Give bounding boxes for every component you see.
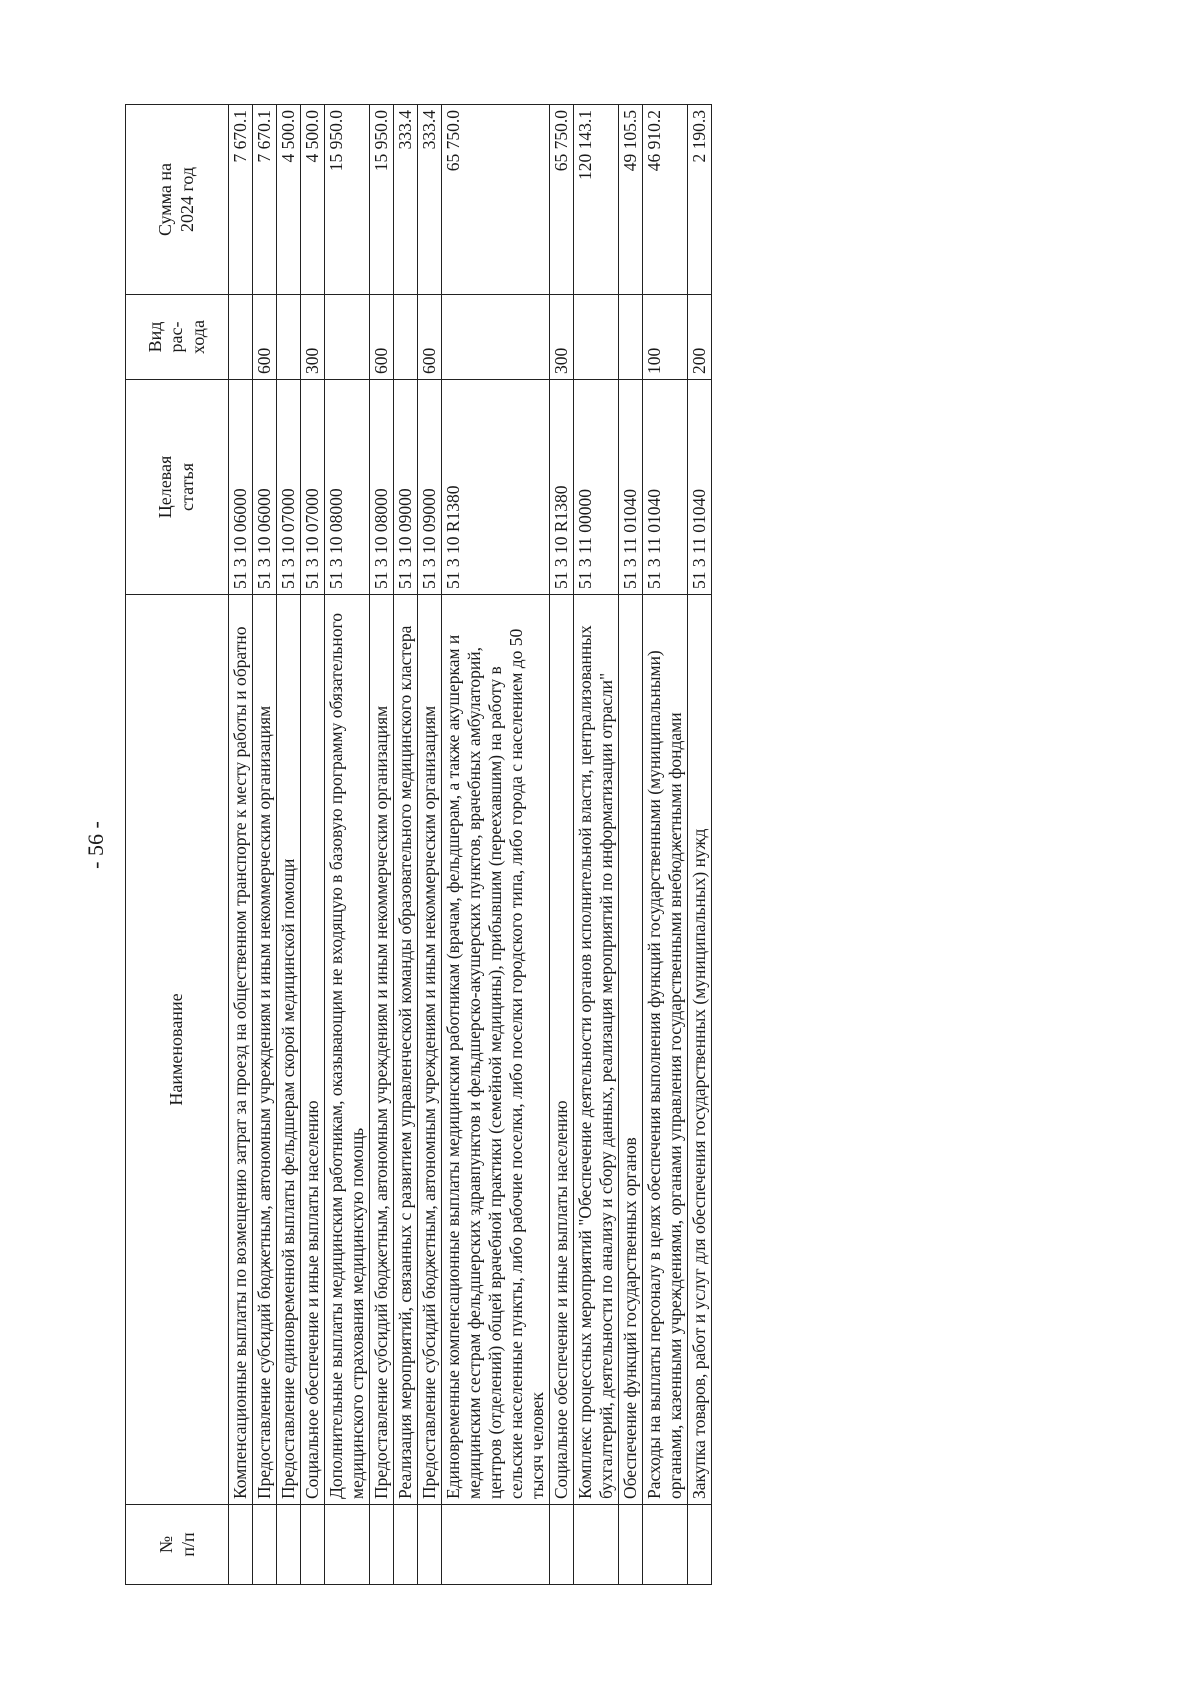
row-kind: 300 <box>550 295 574 380</box>
row-number <box>442 1505 550 1585</box>
row-number <box>229 1505 253 1585</box>
header-name: Наименование <box>126 595 229 1505</box>
row-name: Предоставление субсидий бюджетным, автономным учреждениям и иным некоммерческим организациям <box>253 595 277 1505</box>
page-number: - 56 - <box>83 821 108 869</box>
row-kind: 100 <box>643 295 688 380</box>
row-code: 51 3 10 08000 <box>325 380 370 595</box>
row-name: Предоставление субсидий бюджетным, автономным учреждениям и иным некоммерческим организациям <box>418 595 442 1505</box>
row-code: 51 3 10 R1380 <box>550 380 574 595</box>
table-row <box>394 105 418 1585</box>
row-kind <box>442 295 550 380</box>
row-number <box>574 1505 619 1585</box>
row-amount: 46 910.2 <box>643 105 688 295</box>
row-kind <box>574 295 619 380</box>
budget-table <box>125 104 712 1585</box>
row-amount: 15 950.0 <box>325 105 370 295</box>
header-number-line: № <box>155 1535 176 1554</box>
table-row <box>550 105 574 1585</box>
row-code: 51 3 10 R1380 <box>442 380 550 595</box>
row-amount: 7 670.1 <box>229 105 253 295</box>
row-code: 51 3 10 06000 <box>253 380 277 595</box>
row-name: Комплекс процессных мероприятий "Обеспечение деятельности органов исполнительной власти, централизованных бухгалтерий, деятельности по анализу и сбору данных, реализация мероприятий по информатизации отрасли" <box>574 595 619 1505</box>
row-amount: 65 750.0 <box>442 105 550 295</box>
header-code <box>126 380 229 595</box>
table-row <box>442 105 550 1585</box>
table-row <box>253 105 277 1585</box>
table-header-row <box>126 105 229 1585</box>
row-number <box>688 1505 712 1585</box>
row-name: Закупка товаров, работ и услуг для обеспечения государственных (муниципальных) нужд <box>688 595 712 1505</box>
row-amount: 7 670.1 <box>253 105 277 295</box>
row-name: Обеспечение функций государственных органов <box>619 595 643 1505</box>
row-kind <box>394 295 418 380</box>
row-code: 51 3 10 07000 <box>277 380 301 595</box>
row-amount: 333.4 <box>394 105 418 295</box>
row-amount: 4 500.0 <box>301 105 325 295</box>
row-name: Социальное обеспечение и иные выплаты населению <box>301 595 325 1505</box>
row-kind <box>277 295 301 380</box>
row-number <box>643 1505 688 1585</box>
row-number <box>301 1505 325 1585</box>
row-amount: 49 105.5 <box>619 105 643 295</box>
header-amount <box>126 105 229 295</box>
row-code: 51 3 10 07000 <box>301 380 325 595</box>
header-number-line: п/п <box>178 1532 198 1557</box>
header-amount-line: Сумма на <box>155 162 176 237</box>
row-number <box>418 1505 442 1585</box>
rotated-page <box>83 105 1115 1585</box>
row-name: Предоставление единовременной выплаты фельдшерам скорой медицинской помощи <box>277 595 301 1505</box>
row-amount: 2 190.3 <box>688 105 712 295</box>
table-row <box>688 105 712 1585</box>
header-amount-line: 2024 год <box>177 166 197 233</box>
row-number <box>253 1505 277 1585</box>
row-amount: 333.4 <box>418 105 442 295</box>
header-kind-line: хода <box>187 320 208 354</box>
row-kind <box>619 295 643 380</box>
row-name: Компенсационные выплаты по возмещению затрат за проезд на общественном транспорте к месту работы и обратно <box>229 595 253 1505</box>
header-code-line: Целевая <box>155 455 176 519</box>
row-code: 51 3 10 08000 <box>370 380 394 595</box>
row-kind <box>229 295 253 380</box>
row-number <box>277 1505 301 1585</box>
row-code: 51 3 11 00000 <box>574 380 619 595</box>
row-name: Дополнительные выплаты медицинским работникам, оказывающим не входящую в базовую программу обязательного медицинского страхования медицинскую помощь <box>325 595 370 1505</box>
table-row <box>574 105 619 1585</box>
row-name: Расходы на выплаты персоналу в целях обеспечения выполнения функций государственными (муниципальными) органами, казенными учреждениями, органами управления государственными внебюджетными фондами <box>643 595 688 1505</box>
table-row <box>418 105 442 1585</box>
row-code: 51 3 11 01040 <box>643 380 688 595</box>
row-amount: 65 750.0 <box>550 105 574 295</box>
table-row <box>325 105 370 1585</box>
row-name: Предоставление субсидий бюджетным, автономным учреждениям и иным некоммерческим организациям <box>370 595 394 1505</box>
row-code: 51 3 10 09000 <box>394 380 418 595</box>
table-row <box>301 105 325 1585</box>
table-row <box>643 105 688 1585</box>
row-amount: 120 143.1 <box>574 105 619 295</box>
row-code: 51 3 10 06000 <box>229 380 253 595</box>
row-name: Социальное обеспечение и иные выплаты населению <box>550 595 574 1505</box>
row-amount: 4 500.0 <box>277 105 301 295</box>
row-number <box>619 1505 643 1585</box>
row-name: Единовременные компенсационные выплаты медицинским работникам (врачам, фельдшерам, а также акушеркам и медицинским сестрам фельдшерских здравпунктов и фельдшерско-акушерских пунктов, врачебных амбулаторий, центров (отделений) общей врачебной практики (семейной медицины), прибывшим (переехавшим) на работу в сельские населенные пункты, либо рабочие поселки, либо поселки городского типа, либо города с населением до 50 тысяч человек <box>442 595 550 1505</box>
header-code-line: статья <box>177 463 197 511</box>
row-number <box>325 1505 370 1585</box>
table-row <box>370 105 394 1585</box>
row-number <box>550 1505 574 1585</box>
row-name: Реализация мероприятий, связанных с развитием управленческой команды образовательного медицинского кластера <box>394 595 418 1505</box>
table-row <box>229 105 253 1585</box>
header-kind-line: рас- <box>166 321 187 353</box>
row-amount: 15 950.0 <box>370 105 394 295</box>
header-kind-line: Вид <box>144 321 165 353</box>
row-kind: 600 <box>253 295 277 380</box>
table-row <box>277 105 301 1585</box>
row-number <box>370 1505 394 1585</box>
row-kind: 200 <box>688 295 712 380</box>
row-kind <box>325 295 370 380</box>
table-row <box>619 105 643 1585</box>
row-code: 51 3 10 09000 <box>418 380 442 595</box>
header-kind <box>126 295 229 380</box>
row-kind: 600 <box>370 295 394 380</box>
row-code: 51 3 11 01040 <box>619 380 643 595</box>
row-kind: 300 <box>301 295 325 380</box>
row-number <box>394 1505 418 1585</box>
row-code: 51 3 11 01040 <box>688 380 712 595</box>
header-number <box>126 1505 229 1585</box>
row-kind: 600 <box>418 295 442 380</box>
